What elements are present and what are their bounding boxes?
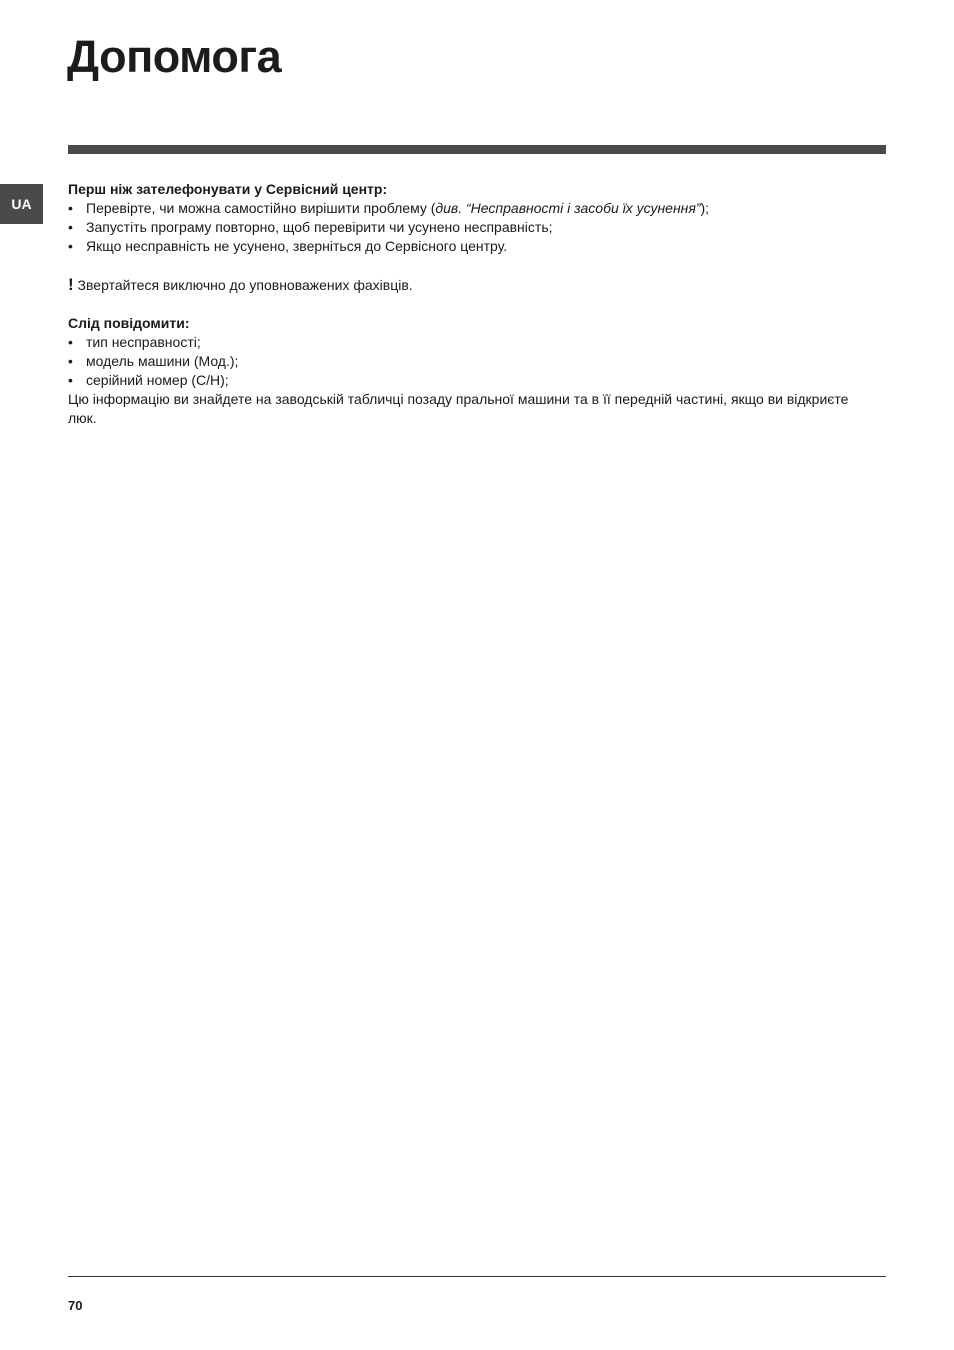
list-item-text: Перевірте, чи можна самостійно вирішити проблему (	[86, 200, 436, 216]
list-item-text: Якщо несправність не усунено, зверніться до Сервісного центру.	[86, 238, 508, 254]
bullet-icon: •	[68, 334, 73, 350]
warning-text: Звертайтеся виключно до уповноважених фахівців.	[73, 277, 413, 293]
spacer	[68, 295, 868, 314]
list-item	[68, 333, 868, 352]
footer-divider	[68, 1276, 886, 1277]
list-item-text: модель машини (Мод.);	[86, 353, 239, 369]
bullet-icon: •	[68, 200, 73, 216]
list-item-text: тип несправності;	[86, 334, 201, 350]
language-tab: UA	[0, 184, 43, 224]
report-heading: Слід повідомити:	[68, 315, 190, 331]
warning-icon: !	[68, 275, 74, 294]
list-item	[68, 199, 868, 218]
spacer	[68, 256, 868, 275]
report-list	[68, 333, 868, 390]
list-item	[68, 218, 868, 237]
cross-reference: див. “Несправності і засоби їх усунення”	[435, 200, 701, 216]
bullet-icon: •	[68, 238, 73, 254]
page-number: 70	[68, 1298, 83, 1313]
warning-note	[68, 275, 868, 295]
list-item-text: серійний номер (С/Н);	[86, 372, 229, 388]
before-call-heading: Перш ніж зателефонувати у Сервісний центр:	[68, 181, 388, 197]
page-title: Допомога	[67, 31, 282, 82]
list-item	[68, 237, 868, 256]
bullet-icon: •	[68, 353, 73, 369]
list-item-end: );	[700, 200, 710, 216]
list-item	[68, 371, 868, 390]
title-divider	[68, 145, 886, 154]
list-item-text: Запустіть програму повторно, щоб перевірити чи усунено несправність;	[86, 219, 553, 235]
help-content	[68, 180, 868, 428]
before-call-list	[68, 199, 868, 256]
rating-plate-note: Цю інформацію ви знайдете на заводській табличці позаду пральної машини та в її передній частині, якщо ви відкриєте люк.	[68, 391, 849, 426]
list-item	[68, 352, 868, 371]
bullet-icon: •	[68, 219, 73, 235]
bullet-icon: •	[68, 372, 73, 388]
